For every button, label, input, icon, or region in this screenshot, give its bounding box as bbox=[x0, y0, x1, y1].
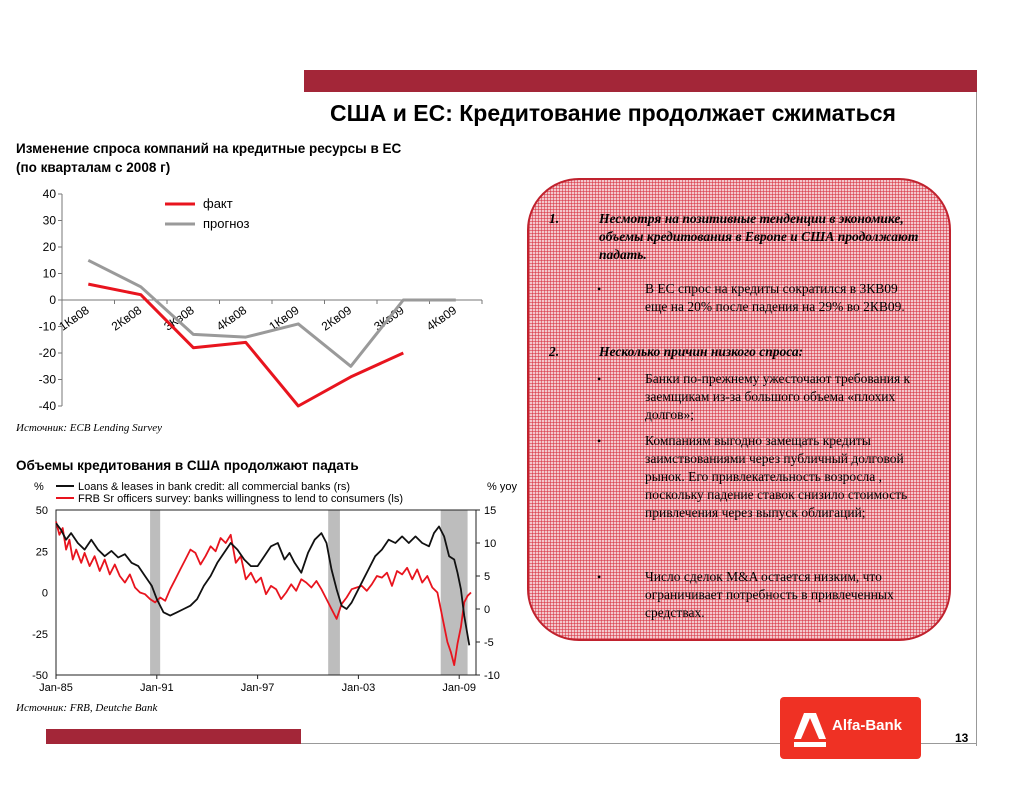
y-tick-label: 10 bbox=[42, 266, 56, 281]
legend-label: факт bbox=[203, 196, 233, 211]
chart1-subtitle-line2: (по кварталам с 2008 г) bbox=[16, 160, 171, 175]
chart2-subtitle: Объемы кредитования в США продолжают падать bbox=[16, 458, 359, 473]
legend-label: прогноз bbox=[203, 216, 250, 231]
x-tick-label: 3Кв09 bbox=[371, 302, 407, 334]
x-tick-label: Jan-91 bbox=[139, 682, 174, 694]
item1-number: 1. bbox=[549, 211, 560, 226]
right-axis-label: % yoy bbox=[487, 481, 517, 493]
y-tick-label: -30 bbox=[38, 372, 56, 387]
item1-bullet1: В ЕС спрос на кредиты сократился в 3КВ09 еще на 20% после падения на 29% во 2КВ09. bbox=[645, 281, 905, 314]
x-tick-label: 4Кв09 bbox=[423, 302, 460, 334]
y-tick-label: -10 bbox=[38, 319, 56, 334]
left-tick-label: -25 bbox=[32, 628, 48, 641]
chart1-subtitle bbox=[16, 139, 401, 177]
legend-label: FRB Sr officers survey: banks willingness to lend to consumers (ls) bbox=[78, 493, 404, 505]
left-tick-label: -50 bbox=[32, 670, 48, 682]
chart1-subtitle-line1: Изменение спроса компаний на кредитные ресурсы в ЕС bbox=[16, 141, 402, 156]
item2-bullet2: Компаниям выгодно замещать кредиты заимствованиями через публичный долговой рынок. Его привлекательность возросла , поскольку падение ставок снизило стоимость привлечения через выпуск облигаций; bbox=[645, 433, 908, 520]
bullet-marker: • bbox=[597, 434, 602, 448]
y-tick-label: 40 bbox=[42, 187, 56, 201]
chart2-source: Источник: FRB, Deutche Bank bbox=[16, 702, 158, 714]
x-tick-label: Jan-03 bbox=[341, 682, 376, 694]
left-tick-label: 0 bbox=[41, 587, 48, 600]
logo-text: Alfa-Bank bbox=[832, 717, 903, 734]
alfa-letter-icon bbox=[790, 707, 830, 749]
left-tick-label: 50 bbox=[35, 505, 48, 517]
right-tick-label: 10 bbox=[484, 538, 497, 550]
recession-band bbox=[441, 510, 468, 675]
x-tick-label: 2Кв09 bbox=[318, 302, 355, 334]
summary-panel bbox=[527, 178, 951, 641]
item2-bullet1: Банки по-прежнему ужесточают требования к заемщикам из-за большого объема «плохих долгов»; bbox=[645, 371, 911, 422]
x-tick-label: Jan-85 bbox=[39, 682, 73, 694]
ecb-demand-chart bbox=[20, 180, 500, 420]
y-tick-label: 20 bbox=[42, 240, 56, 254]
item1-heading: Несмотря на позитивные тенденции в экономике, объемы кредитования в Европе и США продолжают падать. bbox=[599, 211, 919, 262]
right-tick-label: -5 bbox=[484, 637, 494, 649]
x-tick-label: Jan-09 bbox=[442, 682, 477, 694]
slide-title: США и ЕС: Кредитование продолжает сжиматься bbox=[330, 100, 896, 126]
item2-bullet3: Число сделок M&A остается низким, что ограничивает потребность в привлеченных средствах. bbox=[645, 569, 894, 620]
legend-label: Loans & leases in bank credit: all commercial banks (rs) bbox=[78, 481, 351, 493]
page-number: 13 bbox=[955, 731, 969, 745]
left-axis-label: % bbox=[34, 481, 44, 493]
chart1-source: Источник: ECB Lending Survey bbox=[16, 422, 163, 434]
x-tick-label: 4Кв08 bbox=[213, 302, 250, 334]
right-tick-label: 0 bbox=[484, 604, 491, 616]
y-tick-label: -40 bbox=[38, 399, 56, 413]
y-tick-label: 30 bbox=[42, 213, 56, 228]
x-tick-label: 1Кв08 bbox=[56, 302, 92, 334]
alfa-bank-logo bbox=[780, 697, 921, 759]
x-tick-label: 3Кв08 bbox=[161, 302, 197, 334]
right-tick-label: 5 bbox=[484, 571, 491, 583]
x-tick-label: 2Кв08 bbox=[108, 302, 145, 334]
right-tick-label: -10 bbox=[484, 670, 500, 682]
y-tick-label: -20 bbox=[38, 346, 56, 360]
x-tick-label: 1Кв09 bbox=[266, 302, 302, 334]
y-tick-label: 0 bbox=[49, 293, 56, 307]
item2-heading: Несколько причин низкого спроса: bbox=[599, 344, 804, 359]
item2-number: 2. bbox=[549, 344, 560, 359]
left-tick-label: 25 bbox=[35, 546, 48, 559]
bottom-accent-bar bbox=[46, 729, 301, 744]
right-tick-label: 15 bbox=[484, 505, 497, 517]
top-accent-bar bbox=[304, 70, 977, 92]
bullet-marker: • bbox=[597, 372, 602, 386]
right-divider bbox=[976, 92, 977, 746]
us-lending-chart bbox=[16, 476, 517, 698]
x-tick-label: Jan-97 bbox=[240, 682, 275, 694]
bullet-marker: • bbox=[597, 570, 602, 584]
bullet-marker: • bbox=[597, 282, 602, 296]
